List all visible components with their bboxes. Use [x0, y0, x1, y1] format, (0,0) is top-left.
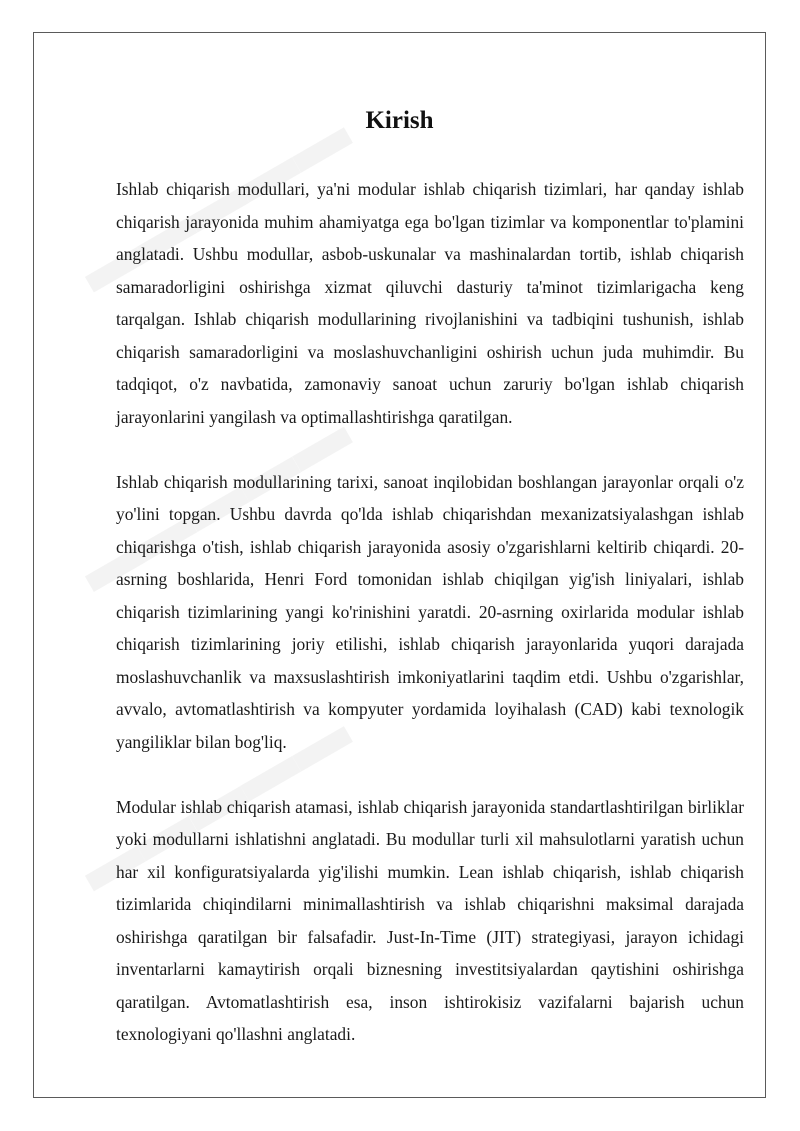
paragraph: Modular ishlab chiqarish atamasi, ishlab chiqarish jarayonida standartlashtirilgan birliklar yoki modullarni ishlatishni anglatadi. Bu modullar turli xil mahsulotlarni yaratish uchun har xil konfiguratsiyalarda yig'ilishi mumkin. Lean ishlab chiqarish, ishlab chiqarish tizimlarida chiqindilarni minimallashtirish va ishlab chiqarishni maksimal darajada oshirishga qaratilgan bir falsafadir. Just-In-Time (JIT) strategiyasi, jarayon ichidagi inventarlarni kamaytirish orqali biznesning investitsiyalardan qaytishini oshirishga qaratilgan. Avtomatlashtirish esa, inson ishtirokisiz vazifalarni bajarish uchun texnologiyani qo'llashni anglatadi. [116, 796, 744, 1044]
paragraph: Ishlab chiqarish modullarining tarixi, sanoat inqilobidan boshlangan jarayonlar orqali o'z yo'lini topgan. Ushbu davrda qo'lda ishlab chiqarishdan mexanizatsiyalashgan ishlab chiqarishga o'tish, ishlab chiqarish jarayonida asosiy o'zgarishlarni keltirib chiqardi. 20-asrning boshlarida, Henri Ford tomonidan ishlab chiqilgan yig'ish liniyalari, ishlab chiqarish tizimlarining yangi ko'rinishini yaratdi. 20-asrning oxirlarida modular ishlab chiqarish tizimlarining joriy etilishi, ishlab chiqarish jarayonlarida yuqori darajada moslashuvchanlik va maxsuslashtirish imkoniyatlarini taqdim etdi. Ushbu o'zgarishlar, avvalo, avtomatlashtirish va kompyuter yordamida loyihalash (CAD) kabi texnologik yangiliklar bilan bog'liq. [116, 471, 744, 752]
page-title: Kirish [365, 107, 434, 134]
paragraph: Ishlab chiqarish modullari, ya'ni modular ishlab chiqarish tizimlari, har qanday ishlab chiqarish jarayonida muhim ahamiyatga ega bo'lgan tizimlar va komponentlar to'plamini anglatadi. Ushbu modullar, asbob-uskunalar va mashinalardan tortib, ishlab chiqarish samaradorligini oshirishga xizmat qiluvchi dasturiy ta'minot tizimlarigacha keng tarqalgan. Ishlab chiqarish modullarining rivojlanishini va tadbiqini tushunish, ishlab chiqarish samaradorligini va moslashuvchanligini oshirish uchun juda muhimdir. Bu tadqiqot, o'z navbatida, zamonaviy sanoat uchun zaruriy bo'lgan ishlab chiqarish jarayonlarini yangilash va optimallashtirishga qaratilgan. [116, 179, 744, 427]
document-body [116, 173, 744, 1051]
document-page [33, 32, 766, 1098]
